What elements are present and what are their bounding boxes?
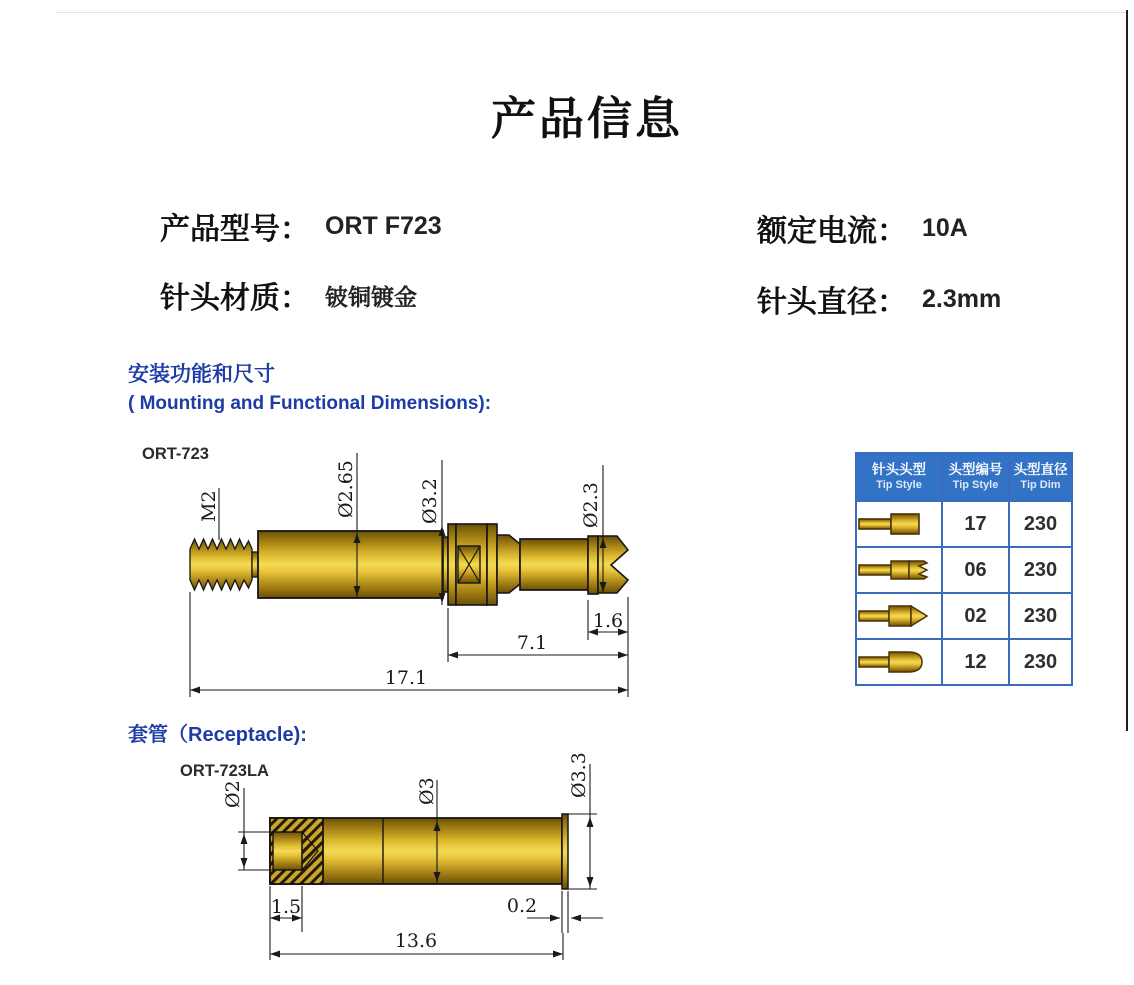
tip-code-cell: 12 — [943, 640, 1008, 684]
dim-flange-dia-label: Ø3.3 — [568, 752, 590, 798]
dim-total-len-label: 13.6 — [394, 930, 438, 952]
table-row — [857, 594, 941, 638]
tip-dim-cell: 230 — [1010, 640, 1071, 684]
tip-dim-cell: 230 — [1010, 594, 1071, 638]
tip-code-cell: 02 — [943, 594, 1008, 638]
header-zh: 头型直径 — [1013, 461, 1068, 477]
tip-crown-icon — [858, 552, 932, 588]
top-divider — [55, 12, 1127, 13]
ort-723-drawing — [140, 425, 665, 710]
dim-total-len-label: 17.1 — [384, 667, 428, 689]
dim-tip-dia-label: Ø2.3 — [580, 482, 602, 528]
pin-body — [258, 531, 443, 598]
header-zh: 头型编号 — [948, 461, 1003, 477]
tip-code-cell: 06 — [943, 548, 1008, 592]
dim-front-len-label: 7.1 — [516, 632, 548, 654]
tip-cone-icon — [858, 598, 932, 634]
receptacle-section-heading: 套管（Receptacle): — [128, 724, 307, 746]
spec-current-label: 额定电流： — [757, 215, 907, 248]
spec-material-label: 针头材质： — [160, 282, 310, 315]
header-en: Tip Dim — [1020, 478, 1061, 491]
ort-723la-drawing — [175, 750, 625, 975]
receptacle-tube — [270, 814, 568, 889]
pin-shaft — [520, 539, 588, 590]
dim-thread-label: M2 — [198, 490, 220, 522]
spec-diameter — [757, 277, 1001, 321]
drawing2-model-label: ORT-723LA — [180, 762, 269, 780]
header-zh: 针头头型 — [872, 461, 926, 477]
mounting-heading-en: ( Mounting and Functional Dimensions): — [128, 393, 492, 415]
spec-model-value: ORT F723 — [325, 211, 442, 240]
tip-dim-cell: 230 — [1010, 548, 1071, 592]
spec-model — [160, 204, 442, 248]
tip-table-header-code — [943, 454, 1008, 500]
tip-flat-icon — [858, 506, 932, 542]
table-row — [857, 548, 941, 592]
pin-thread — [190, 539, 258, 590]
receptacle-flange — [562, 814, 568, 889]
table-row — [857, 502, 941, 546]
pin-crown-tip — [588, 536, 628, 594]
dim-body-dia-label: Ø2.65 — [335, 460, 357, 518]
mounting-heading-zh: 安装功能和尺寸 — [128, 363, 275, 386]
drawing1-model-label: ORT-723 — [142, 445, 209, 463]
dim-tip-len-label: 1.6 — [592, 610, 624, 632]
pin-collar — [443, 524, 520, 605]
tip-dim-cell: 230 — [1010, 502, 1071, 546]
page-title: 产品信息 — [490, 93, 683, 144]
dim-bore-dia-label: Ø2 — [222, 780, 244, 808]
spec-current — [757, 206, 968, 250]
tip-table-header-style — [857, 454, 941, 500]
tip-code-cell: 17 — [943, 502, 1008, 546]
bore-cavity — [273, 832, 302, 870]
spec-diameter-value: 2.3mm — [922, 284, 1002, 313]
header-en: Tip Style — [876, 478, 922, 491]
dim-tube-dia-label: Ø3 — [416, 777, 438, 805]
tip-style-table — [855, 452, 1073, 686]
spec-material — [160, 273, 417, 317]
table-row — [857, 640, 941, 684]
mounting-section-heading — [128, 360, 491, 418]
dim-mouth-len-label: 1.5 — [270, 896, 302, 918]
spec-model-label: 产品型号： — [160, 213, 310, 246]
tip-dome-icon — [858, 644, 932, 680]
tip-table-header-dim — [1010, 454, 1071, 500]
spec-current-value: 10A — [922, 213, 968, 242]
header-en: Tip Style — [952, 478, 999, 491]
spec-material-value: 铍铜镀金 — [325, 283, 417, 310]
dim-flange-len-label: 0.2 — [506, 895, 538, 917]
dim-flange-dia-label: Ø3.2 — [419, 478, 441, 524]
spec-diameter-label: 针头直径： — [757, 286, 907, 319]
